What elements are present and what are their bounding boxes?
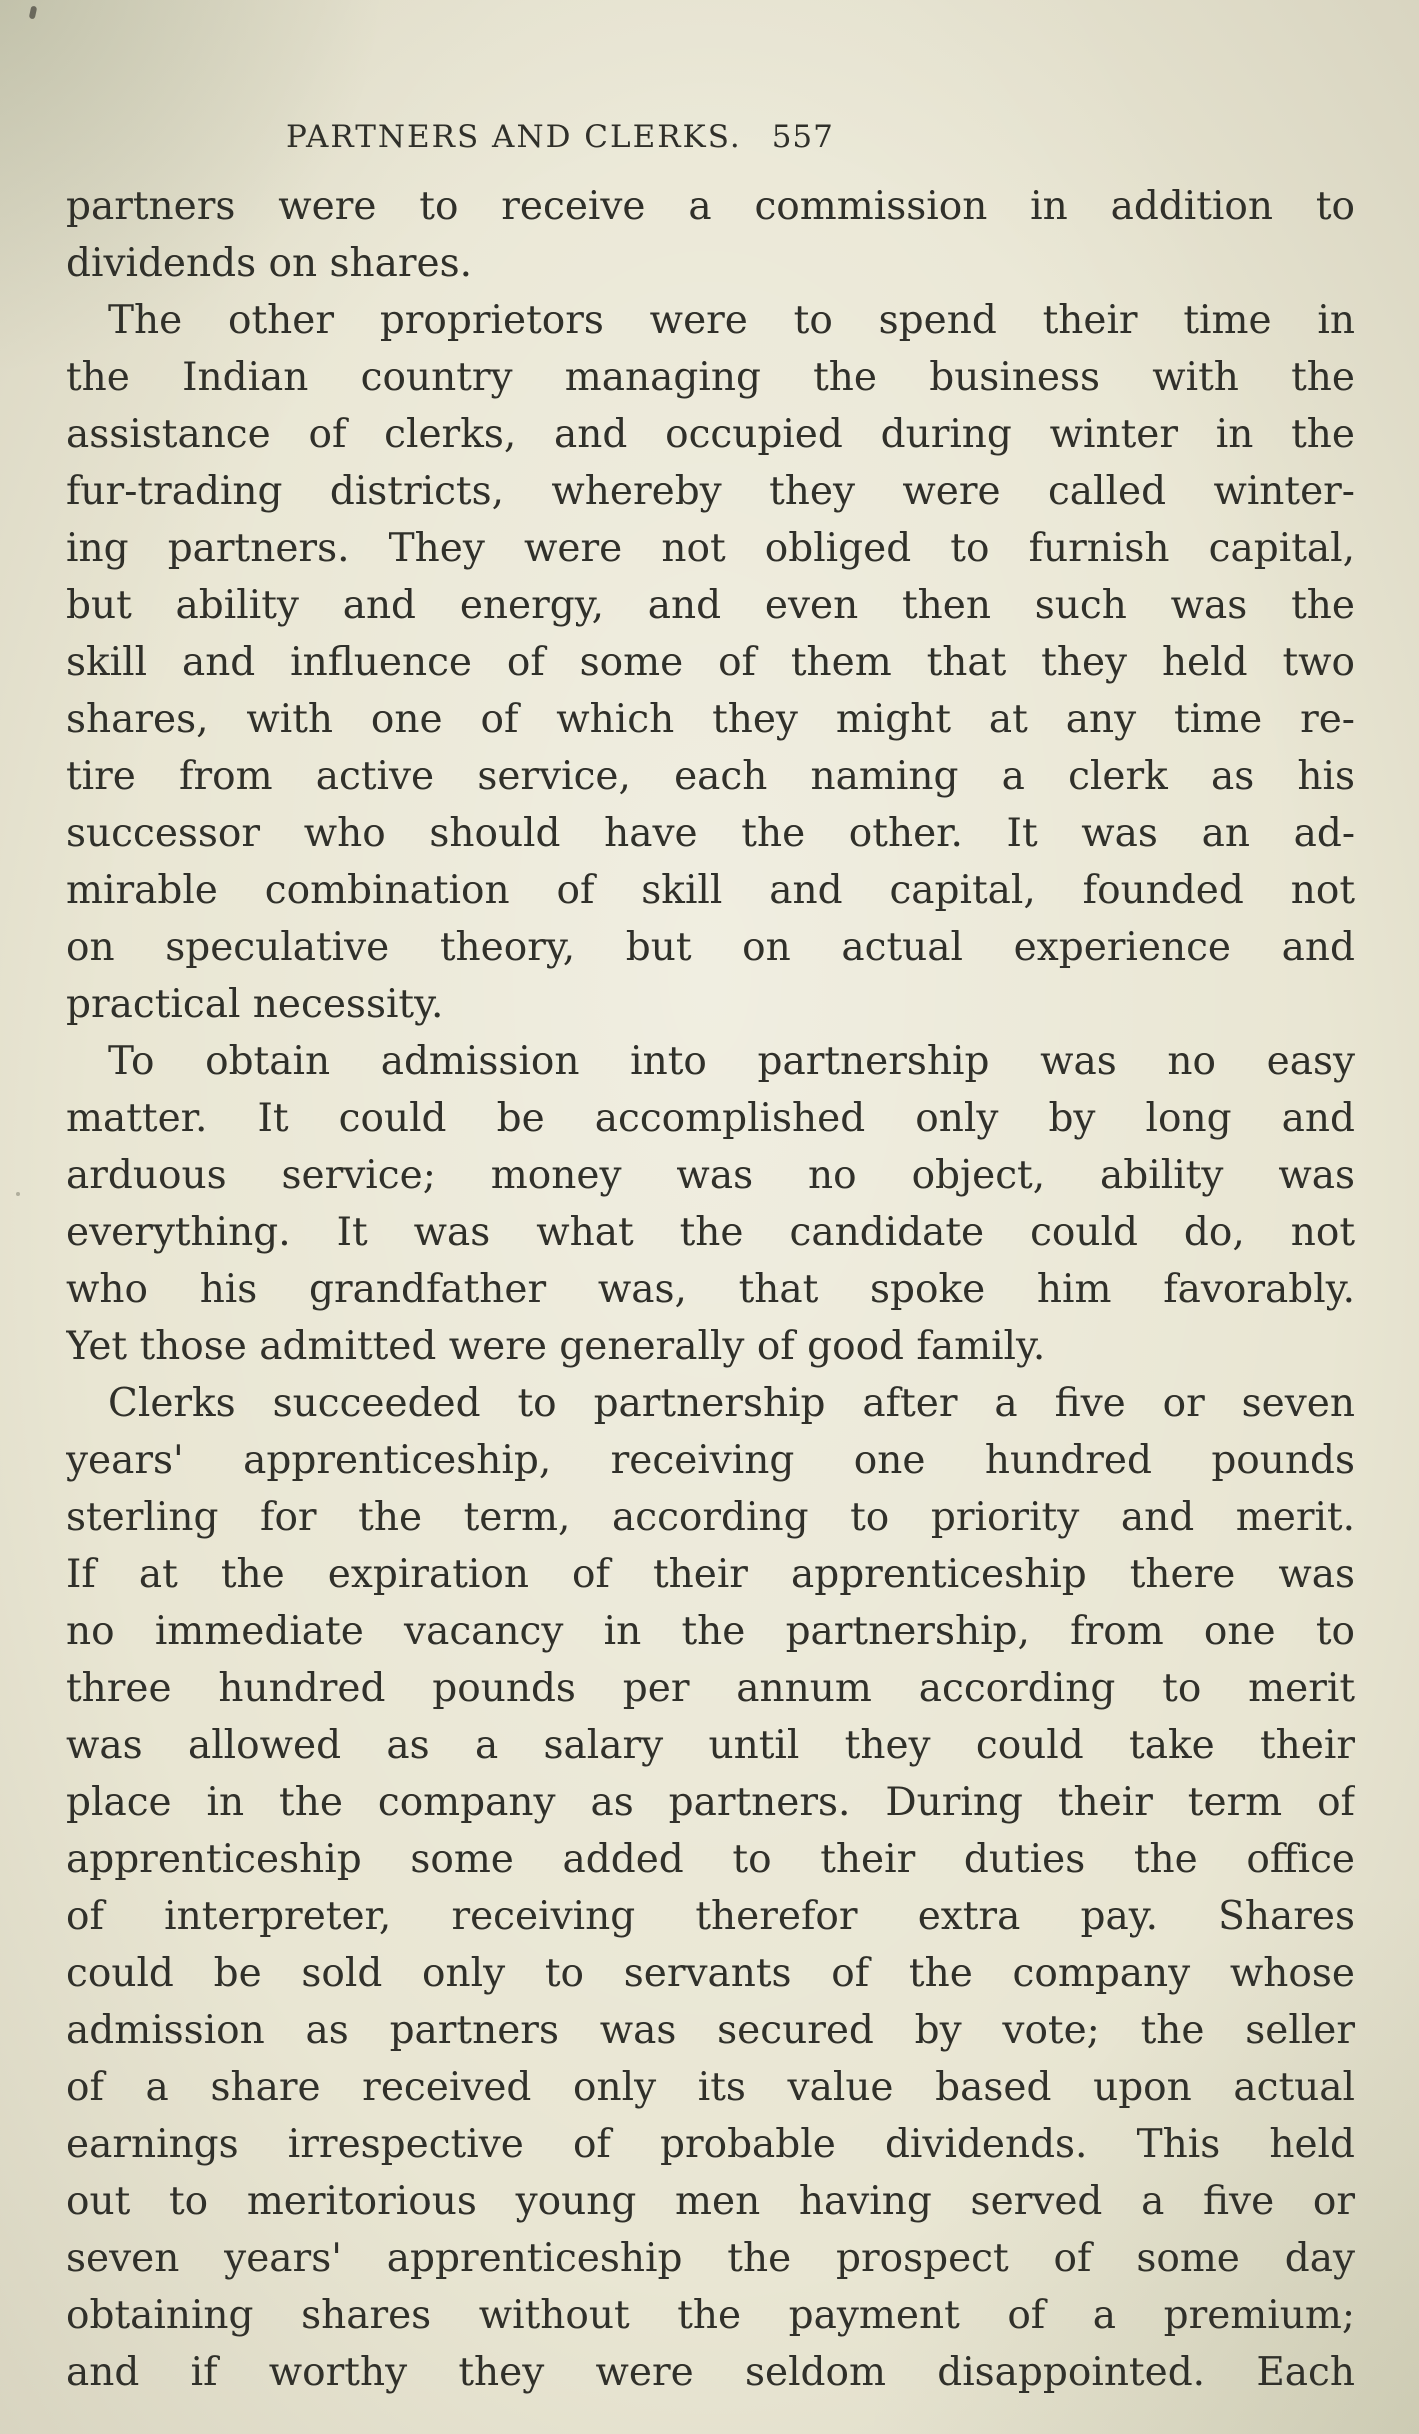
text-line: sterling for the term, according to priority and merit. <box>66 1495 1355 1540</box>
text-line: place in the company as partners. During their term of <box>66 1780 1355 1825</box>
text-line: fur-trading districts, whereby they were called winter- <box>66 469 1355 514</box>
text-line: dividends on shares. <box>66 241 472 286</box>
text-line: If at the expiration of their apprenticeship there was <box>66 1552 1355 1597</box>
text-line: three hundred pounds per annum according to merit <box>66 1666 1355 1711</box>
text-line: everything. It was what the candidate could do, not <box>66 1210 1355 1255</box>
text-line: on speculative theory, but on actual experience and <box>66 925 1355 970</box>
text-line: who his grandfather was, that spoke him favorably. <box>66 1267 1355 1312</box>
paragraph <box>66 292 1355 1033</box>
text-line: The other proprietors were to spend their time in <box>108 298 1355 343</box>
text-line: could be sold only to servants of the company whose <box>66 1951 1355 1996</box>
text-line: was allowed as a salary until they could take their <box>66 1723 1355 1768</box>
text-line: earnings irrespective of probable dividends. This held <box>66 2122 1355 2167</box>
text-line: ing partners. They were not obliged to furnish capital, <box>66 526 1355 571</box>
text-line: admission as partners was secured by vote; the seller <box>66 2008 1355 2053</box>
text-line: skill and influence of some of them that they held two <box>66 640 1355 685</box>
text-line: arduous service; money was no object, ability was <box>66 1153 1355 1198</box>
text-line: shares, with one of which they might at any time re- <box>66 697 1355 742</box>
text-line: years' apprenticeship, receiving one hundred pounds <box>66 1438 1355 1483</box>
text-line: obtaining shares without the payment of a premium; <box>66 2293 1355 2338</box>
page-number: 557 <box>771 119 834 155</box>
page-body <box>66 178 1355 2401</box>
text-line: and if worthy they were seldom disappointed. Each <box>66 2350 1355 2395</box>
text-line: no immediate vacancy in the partnership, from one to <box>66 1609 1355 1654</box>
text-line: Clerks succeeded to partnership after a five or seven <box>108 1381 1355 1426</box>
text-line: of interpreter, receiving therefor extra pay. Shares <box>66 1894 1355 1939</box>
text-line: matter. It could be accomplished only by long and <box>66 1096 1355 1141</box>
text-line: assistance of clerks, and occupied during winter in the <box>66 412 1355 457</box>
text-line: practical necessity. <box>66 982 444 1027</box>
text-line: the Indian country managing the business with the <box>66 355 1355 400</box>
page-title: PARTNERS AND CLERKS. <box>286 119 742 155</box>
running-head <box>66 118 1355 156</box>
paragraph <box>66 178 1355 292</box>
text-line: of a share received only its value based upon actual <box>66 2065 1355 2110</box>
text-line: mirable combination of skill and capital, founded not <box>66 868 1355 913</box>
text-line: successor who should have the other. It was an ad- <box>66 811 1355 856</box>
paragraph <box>66 1033 1355 1375</box>
text-line: partners were to receive a commission in addition to <box>66 184 1355 229</box>
ink-speck <box>16 1192 20 1196</box>
text-line: but ability and energy, and even then such was the <box>66 583 1355 628</box>
ink-speck <box>29 6 38 20</box>
text-line: Yet those admitted were generally of good family. <box>66 1324 1046 1369</box>
text-line: seven years' apprenticeship the prospect of some day <box>66 2236 1355 2281</box>
text-line: apprenticeship some added to their duties the office <box>66 1837 1355 1882</box>
paragraph <box>66 1375 1355 2401</box>
text-line: out to meritorious young men having served a five or <box>66 2179 1355 2224</box>
text-line: tire from active service, each naming a clerk as his <box>66 754 1355 799</box>
text-line: To obtain admission into partnership was no easy <box>108 1039 1355 1084</box>
